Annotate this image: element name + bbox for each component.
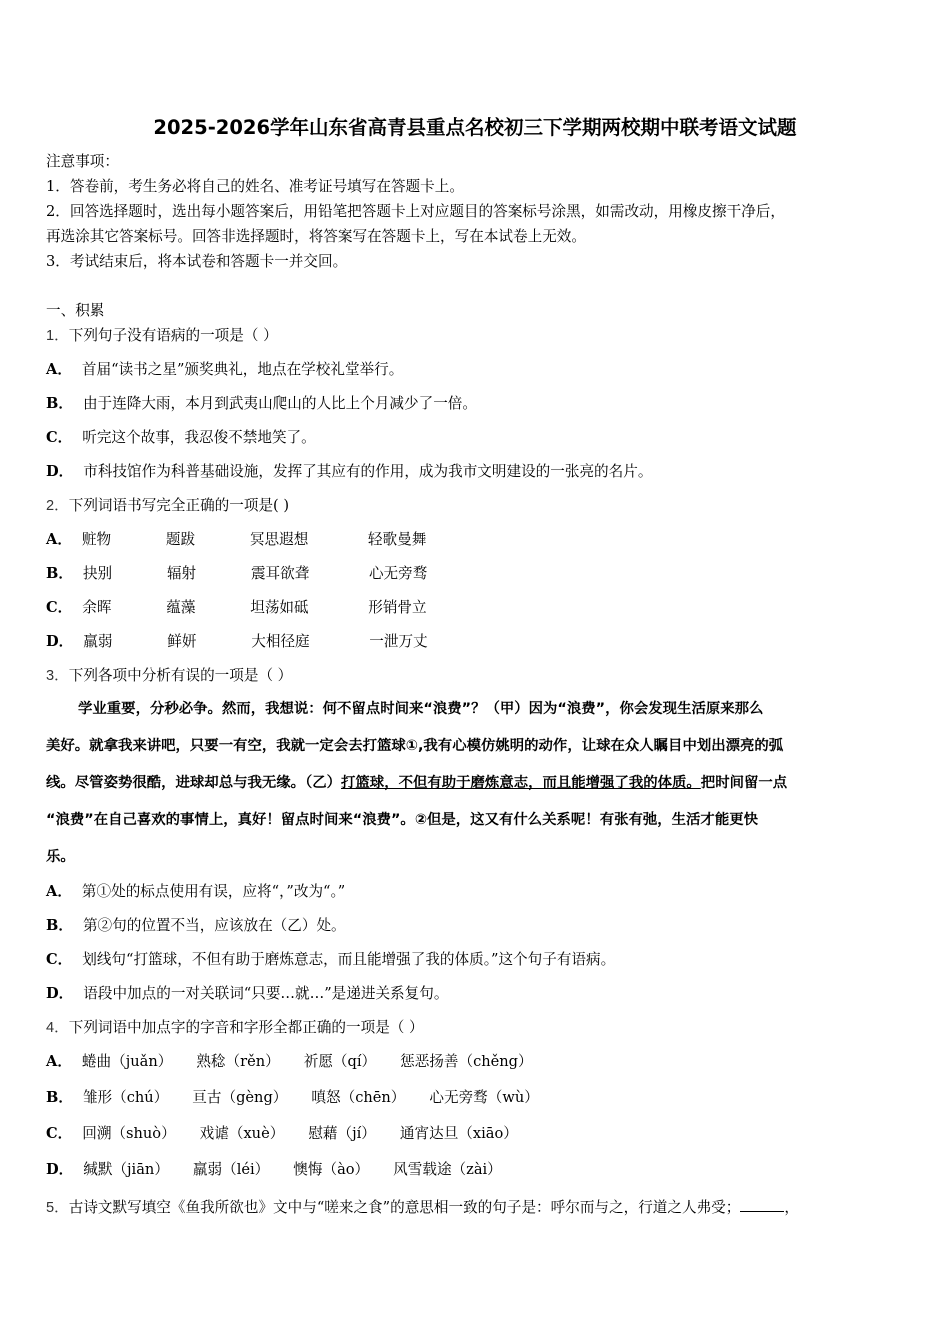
option-label: A．	[46, 361, 72, 378]
passage-text: 线。尽管姿势很酷，进球却总与我无缘。（乙）	[46, 775, 342, 791]
option-word: 熟稔（rěn）	[196, 1053, 280, 1070]
option-label: B．	[46, 565, 73, 582]
q4-option-d	[46, 1160, 502, 1180]
option-word: 题跋	[165, 531, 196, 548]
q3-option-d	[46, 984, 448, 1004]
question-text: 下列各项中分析有误的一项是（ ）	[68, 667, 293, 684]
question-text: 下列词语中加点字的字音和字形全都正确的一项是（ ）	[68, 1019, 424, 1036]
option-word: 亘古（gèng）	[192, 1089, 288, 1106]
option-word: 蜷曲（juǎn）	[81, 1053, 173, 1070]
option-text: 第②句的位置不当，应该放在（乙）处。	[82, 917, 346, 934]
option-word: 祈愿（qí）	[303, 1053, 377, 1070]
section-heading: 一、积累	[46, 302, 105, 319]
option-word: 慰藉（jí）	[308, 1125, 376, 1142]
question-text: 下列句子没有语病的一项是（ ）	[68, 327, 278, 344]
question-2-stem	[46, 496, 289, 516]
exam-title: 2025-2026学年山东省高青县重点名校初三下学期两校期中联考语文试题	[153, 116, 797, 139]
option-text: 首届“读书之星”颁奖典礼，地点在学校礼堂举行。	[81, 361, 404, 378]
option-label: A．	[46, 1053, 72, 1070]
option-word: 震耳欲聋	[250, 565, 310, 582]
question-5-stem	[46, 1197, 799, 1218]
q1-option-a	[46, 360, 403, 380]
option-label: C．	[46, 951, 73, 968]
q4-option-b	[46, 1088, 539, 1108]
notice-heading: 注意事项：	[46, 153, 119, 170]
option-word: 轻歌曼舞	[367, 531, 427, 548]
option-word: 一泄万丈	[369, 633, 428, 650]
passage-text: 把时间留一点	[700, 775, 788, 791]
option-label: D．	[46, 463, 74, 480]
option-word: 嗔怒（chēn）	[311, 1089, 406, 1106]
passage-line-1: 学业重要，分秒必争。然而，我想说：何不留点时间来“浪费”？（甲）因为“浪费”，你会发现生活原来那么	[78, 701, 764, 717]
q4-option-a	[46, 1052, 533, 1072]
question-text-tail: ，	[784, 1199, 799, 1216]
q3-option-b	[46, 916, 346, 936]
q1-option-d	[46, 462, 652, 482]
option-word: 冥思遐想	[249, 531, 309, 548]
option-label: D．	[46, 985, 74, 1002]
option-label: A．	[46, 531, 72, 548]
question-number: 5．	[46, 1200, 69, 1216]
option-label: C．	[46, 429, 73, 446]
notice-item-1: 1．答卷前，考生务必将自己的姓名、准考证号填写在答题卡上。	[46, 178, 464, 195]
passage-line-4: “浪费”在自己喜欢的事情上，真好！留点时间来“浪费”。②但是，这又有什么关系呢！有张有弛，生活才能更快	[46, 812, 758, 828]
q2-option-b	[46, 564, 427, 584]
q3-option-c	[46, 950, 615, 970]
option-text: 划线句“打篮球，不但有助于磨炼意志，而且能增强了我的体质。”这个句子有语病。	[82, 951, 616, 968]
option-word: 缄默（jiān）	[83, 1161, 169, 1178]
option-label: D．	[46, 1161, 74, 1178]
question-text: 下列词语书写完全正确的一项是( )	[68, 497, 290, 514]
underlined-sentence: 打篮球，不但有助于磨炼意志，而且能增强了我的体质。	[341, 775, 701, 791]
question-number: 3．	[46, 668, 69, 684]
q4-option-c	[46, 1124, 518, 1144]
option-label: C．	[46, 599, 73, 616]
question-number: 2．	[46, 498, 69, 514]
question-number: 1．	[46, 328, 69, 344]
option-word: 赃物	[81, 531, 112, 548]
option-word: 懊悔（ào）	[293, 1161, 370, 1178]
notice-item-3: 3．考试结束后，将本试卷和答题卡一并交回。	[46, 253, 348, 270]
q1-option-c	[46, 428, 316, 448]
option-label: D．	[46, 633, 74, 650]
question-3-stem	[46, 666, 292, 686]
q2-option-c	[46, 598, 427, 618]
q2-option-d	[46, 632, 428, 652]
option-word: 羸弱（léi）	[192, 1161, 270, 1178]
q2-option-a	[46, 530, 426, 550]
option-word: 羸弱	[83, 633, 113, 650]
option-word: 回溯（shuò）	[82, 1125, 176, 1142]
passage-line-3	[46, 765, 906, 802]
q1-option-b	[46, 394, 477, 414]
option-label: A．	[46, 883, 72, 900]
question-number: 4．	[46, 1020, 69, 1036]
option-text: 第①处的标点使用有误，应将“，”改为“。”	[81, 883, 346, 900]
option-word: 雏形（chú）	[82, 1089, 169, 1106]
question-1-stem	[46, 326, 278, 346]
notice-item-2-cont: 再选涂其它答案标号。回答非选择题时，将答案写在答题卡上，写在本试卷上无效。	[46, 228, 586, 245]
option-word: 鲜妍	[167, 633, 197, 650]
option-word: 辐射	[166, 565, 197, 582]
option-word: 惩恶扬善（chěng）	[400, 1053, 533, 1070]
option-word: 大相径庭	[251, 633, 310, 650]
option-label: B．	[46, 917, 73, 934]
option-word: 蕴藻	[166, 599, 196, 616]
option-label: C．	[46, 1125, 73, 1142]
notice-item-2: 2．回答选择题时，选出每小题答案后，用铅笔把答题卡上对应题目的答案标号涂黑，如需改动，用橡皮擦干净后，	[46, 203, 785, 220]
option-word: 抉别	[82, 565, 113, 582]
option-word: 心无旁骛	[368, 565, 428, 582]
option-label: B．	[46, 395, 73, 412]
option-text: 由于连降大雨，本月到武夷山爬山的人比上个月减少了一倍。	[82, 395, 477, 412]
answer-blank[interactable]	[740, 1197, 784, 1212]
option-word: 风雪载途（zài）	[393, 1161, 502, 1178]
option-word: 戏谑（xuè）	[199, 1125, 285, 1142]
option-word: 余晖	[82, 599, 112, 616]
question-4-stem	[46, 1018, 424, 1038]
passage-line-5: 乐。	[46, 849, 75, 865]
q3-option-a	[46, 882, 345, 902]
option-word: 形销骨立	[368, 599, 427, 616]
option-label: B．	[46, 1089, 73, 1106]
question-text: 古诗文默写填空《鱼我所欲也》文中与“嗟来之食”的意思相一致的句子是：呼尔而与之，行道之人弗受；	[68, 1199, 741, 1216]
passage-line-2: 美好。就拿我来讲吧，只要一有空，我就一定会去打篮球①,我有心模仿姚明的动作，让球在众人瞩目中划出漂亮的弧	[46, 738, 784, 754]
option-text: 语段中加点的一对关联词“只要…就…”是递进关系复句。	[83, 985, 449, 1002]
option-word: 通宵达旦（xiāo）	[399, 1125, 518, 1142]
option-word: 心无旁骛（wù）	[429, 1089, 539, 1106]
option-word: 坦荡如砥	[250, 599, 309, 616]
option-text: 市科技馆作为科普基础设施，发挥了其应有的作用，成为我市文明建设的一张亮的名片。	[83, 463, 653, 480]
option-text: 听完这个故事，我忍俊不禁地笑了。	[82, 429, 316, 446]
